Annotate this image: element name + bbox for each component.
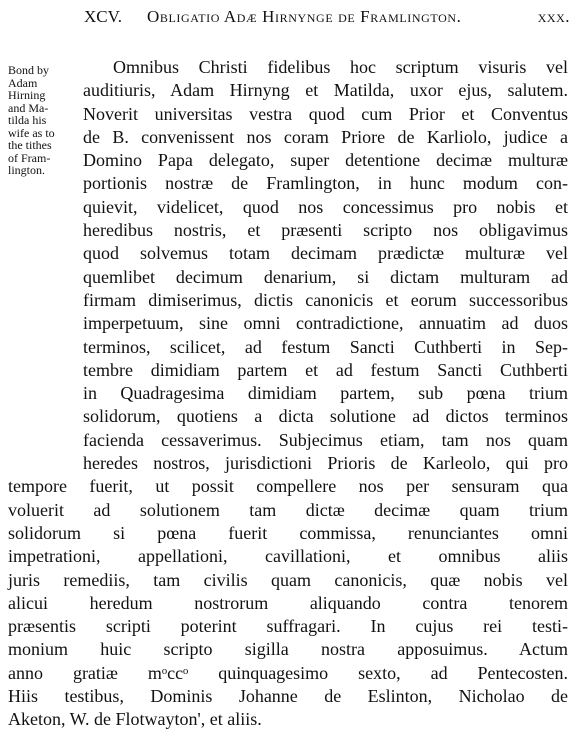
- charter-text: [8, 56, 568, 732]
- margin-note-line: tilda his: [8, 113, 47, 127]
- margin-note-line: wife as to: [8, 125, 55, 140]
- text-line: Hiis testibus, Dominis Johanne de Eslinton, Nicholao de: [8, 686, 568, 707]
- text-line: quod solvemus totam decimam prædictæ multuræ vel: [83, 243, 568, 264]
- margin-note-line: lington.: [8, 163, 46, 177]
- text-line: solidorum, quotiens a dicta solutione ad dictos terminos: [83, 406, 568, 427]
- text-line: impetrationi, appellationi, cavillationi, et omnibus aliis: [8, 546, 568, 567]
- text-line: tempore fuerit, ut possit compellere nos per sensuram qua: [8, 476, 568, 497]
- margin-note-line: of Fram-: [8, 150, 51, 165]
- text-line: Omnibus Christi fidelibus hoc scriptum visuris vel: [113, 57, 568, 77]
- text-line: voluerit ad solutionem tam dictæ decimæ quam trium: [8, 499, 568, 520]
- page-number: xxx.: [537, 7, 570, 26]
- text-line: Noverit universitas vestra quod cum Prior et Conventus: [83, 103, 568, 124]
- text-line: solidorum si pœna fuerit commissa, renunciantes omni: [8, 522, 568, 543]
- text-line: Domino Papa delegato, super detentione decimæ multuræ: [83, 150, 568, 171]
- text-line: præsentis scripti poterint suffragari. In cujus rei testi-: [8, 616, 568, 637]
- margin-note-line: the tithes: [8, 138, 52, 152]
- running-header: [84, 4, 570, 30]
- text-line: juris remediis, tam civilis quam canonicis, quæ nobis vel: [8, 569, 568, 590]
- margin-note-line: Hirning: [8, 88, 46, 102]
- text-line: heredes nostros, jurisdictioni Prioris de Karleolo, qui pro: [83, 453, 568, 474]
- margin-note-line: Adam: [8, 75, 38, 90]
- text-line: in Quadragesima dimidiam partem, sub pœna trium: [83, 383, 568, 404]
- charter-number: XCV.: [84, 7, 122, 26]
- text-line: monium huic scripto sigilla nostra apposuimus. Actum: [8, 639, 568, 660]
- margin-note-line: and Ma-: [8, 100, 49, 115]
- text-line: portionis nostræ de Framlington, in hunc modum con-: [83, 173, 568, 194]
- text-line: de B. convenissent nos coram Priore de Karliolo, judice a: [83, 126, 568, 147]
- text-line: firmam dimiserimus, dictis canonicis et eorum successoribus: [83, 289, 568, 310]
- text-line: alicui heredum nostrorum aliquando contra tenorem: [8, 592, 568, 613]
- text-line: heredibus nostris, et præsenti scripto nos obligavimus: [83, 220, 568, 241]
- text-line: anno gratiæ mᵒccᵒ quinquagesimo sexto, ad Pentecosten.: [8, 662, 568, 683]
- text-line: terminos, scilicet, ad festum Sancti Cuthberti in Sep-: [83, 336, 568, 357]
- text-line: auditiuris, Adam Hirnyng et Matilda, uxor ejus, salutem.: [83, 80, 568, 101]
- margin-note-line: Bond by: [8, 63, 50, 77]
- text-line: imperpetuum, sine omni contradictione, annuatim ad duos: [83, 313, 568, 334]
- text-line: Aketon, W. de Flotwayton', et aliis.: [8, 709, 262, 730]
- text-line: facienda cessaverimus. Subjecimus etiam, tam nos quam: [83, 429, 568, 450]
- text-line: quievit, videlicet, quod nos concessimus pro nobis et: [83, 196, 568, 217]
- text-line: tembre dimidiam partem et ad festum Sancti Cuthberti: [83, 359, 568, 380]
- charter-title: Obligatio Adæ Hirnynge de Framlington.: [147, 7, 462, 26]
- text-line: quemlibet decimum denarium, si dictam multuram ad: [83, 266, 568, 287]
